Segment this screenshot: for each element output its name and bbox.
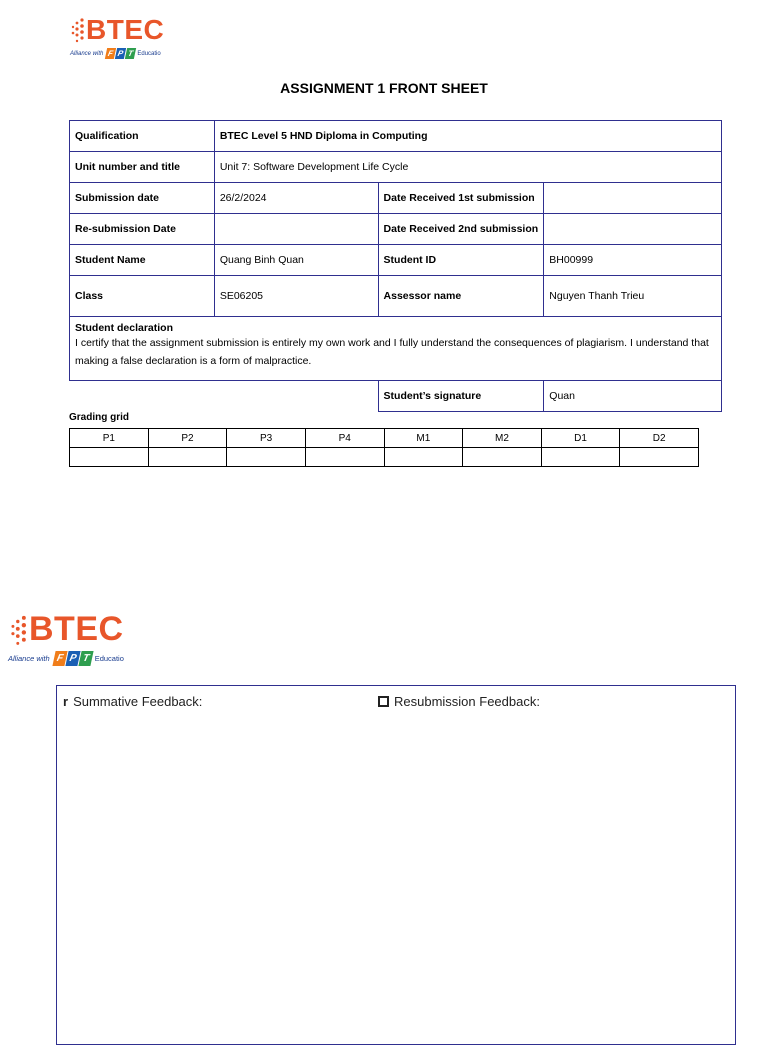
btec-logo-top — [70, 14, 164, 59]
grade-header: M1 — [384, 429, 463, 448]
grade-cell — [620, 448, 699, 467]
submission-date-label: Submission date — [70, 183, 215, 214]
qualification-label: Qualification — [70, 121, 215, 152]
fpt-letter-f: F — [52, 651, 67, 666]
page-title: ASSIGNMENT 1 FRONT SHEET — [280, 80, 488, 96]
grading-grid-label: Grading grid — [69, 412, 129, 423]
grade-cell — [148, 448, 227, 467]
grade-cell — [463, 448, 542, 467]
btec-logo-second — [9, 610, 124, 666]
grading-header-row — [70, 429, 699, 448]
fpt-letter-t: T — [78, 651, 93, 666]
resubmission-date-label: Re-submission Date — [70, 214, 215, 245]
assessor-value: Nguyen Thanh Trieu — [544, 276, 722, 317]
grade-header: P2 — [148, 429, 227, 448]
education-text: Educatio — [137, 50, 161, 57]
resubmission-feedback-label: Resubmission Feedback: — [394, 694, 540, 709]
declaration-text: I certify that the assignment submission is entirely my own work and I fully understand the consequences of plagiarism. I understand that making a false declaration is a form of malpractice. — [75, 337, 709, 367]
class-label: Class — [70, 276, 215, 317]
btec-wordmark: BTEC — [86, 14, 165, 45]
student-name-label: Student Name — [70, 245, 215, 276]
qualification-value: BTEC Level 5 HND Diploma in Computing — [214, 121, 721, 152]
resubmission-date-value — [214, 214, 378, 245]
resubmission-feedback — [378, 694, 540, 709]
summative-marker: r — [63, 694, 69, 709]
grade-cell — [70, 448, 149, 467]
date-received-1-label: Date Received 1st submission — [378, 183, 544, 214]
grade-cell — [305, 448, 384, 467]
student-id-label: Student ID — [378, 245, 544, 276]
grade-cell — [227, 448, 306, 467]
unit-value: Unit 7: Software Development Life Cycle — [214, 152, 721, 183]
grade-cell — [384, 448, 463, 467]
grade-header: P1 — [70, 429, 149, 448]
declaration-cell — [70, 317, 722, 381]
fpt-letter-f: F — [105, 48, 116, 59]
student-id-value: BH00999 — [544, 245, 722, 276]
declaration-title: Student declaration — [75, 322, 174, 334]
alliance-text: Alliance with — [8, 654, 50, 663]
dot-pattern-icon — [70, 16, 86, 44]
student-name-value: Quang Binh Quan — [214, 245, 378, 276]
signature-spacer — [70, 381, 379, 412]
date-received-2-label: Date Received 2nd submission — [378, 214, 544, 245]
date-received-2-value — [544, 214, 722, 245]
front-sheet-table — [69, 120, 722, 412]
assessor-label: Assessor name — [378, 276, 544, 317]
fpt-letter-p: P — [115, 48, 126, 59]
submission-date-value: 26/2/2024 — [214, 183, 378, 214]
grading-grid — [69, 428, 699, 467]
grade-header: M2 — [463, 429, 542, 448]
alliance-text: Alliance with — [70, 50, 104, 57]
grade-header: D2 — [620, 429, 699, 448]
unit-label: Unit number and title — [70, 152, 215, 183]
class-value: SE06205 — [214, 276, 378, 317]
grading-value-row — [70, 448, 699, 467]
fpt-letter-t: T — [125, 48, 136, 59]
fpt-letter-p: P — [65, 651, 80, 666]
signature-label: Student’s signature — [378, 381, 544, 412]
dot-pattern-icon — [9, 613, 29, 647]
resubmission-checkbox-icon[interactable] — [378, 696, 389, 707]
summative-feedback — [63, 694, 202, 709]
education-text: Educatio — [94, 654, 124, 663]
btec-wordmark: BTEC — [29, 610, 124, 648]
signature-value: Quan — [544, 381, 722, 412]
grade-cell — [541, 448, 620, 467]
date-received-1-value — [544, 183, 722, 214]
grade-header: D1 — [541, 429, 620, 448]
feedback-box — [56, 685, 736, 1045]
summative-feedback-label: Summative Feedback: — [73, 694, 203, 709]
grade-header: P4 — [305, 429, 384, 448]
grade-header: P3 — [227, 429, 306, 448]
